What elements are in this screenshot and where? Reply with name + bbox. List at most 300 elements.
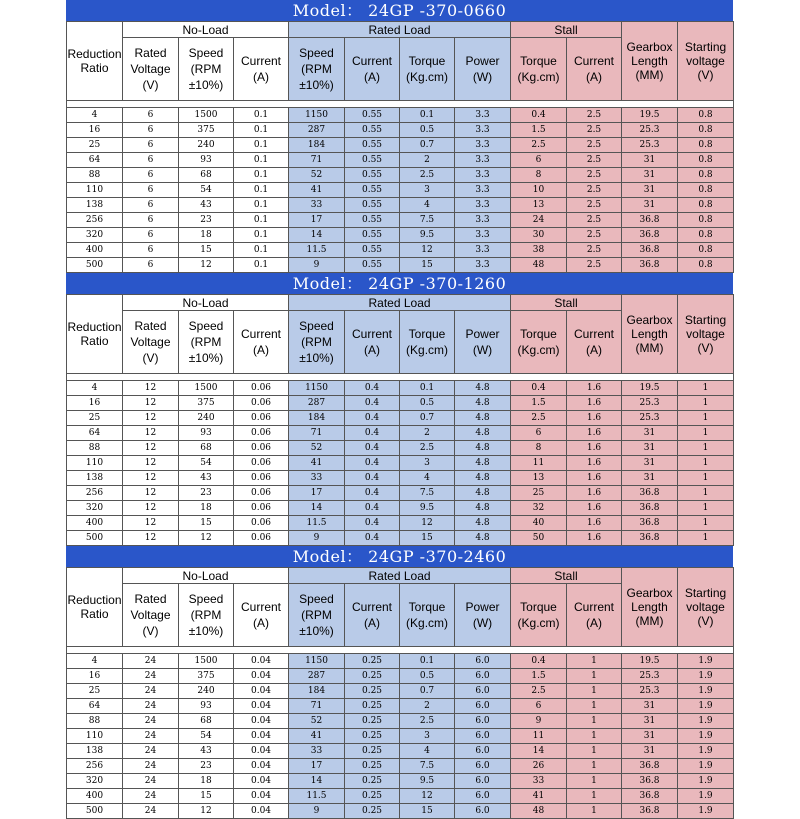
cell-no-load-speed: 23 <box>179 759 234 774</box>
cell-stall-torque: 6 <box>511 699 567 714</box>
header-rated-speed: Speed (RPM ±10%) <box>289 584 345 647</box>
cell-no-load-speed: 43 <box>179 744 234 759</box>
header-gearbox-length: Gearbox Length (MM) <box>622 22 678 101</box>
cell-gearbox-length: 36.8 <box>622 228 678 243</box>
spec-table <box>66 567 734 819</box>
cell-rated-voltage: 12 <box>123 456 179 471</box>
cell-no-load-speed: 18 <box>179 228 234 243</box>
cell-no-load-speed: 375 <box>179 669 234 684</box>
header-no-load-speed: Speed (RPM ±10%) <box>179 311 234 374</box>
cell-starting-voltage: 0.8 <box>678 168 734 183</box>
spacer-row <box>67 647 734 654</box>
header-starting-voltage: Starting voltage (V) <box>678 568 734 647</box>
cell-no-load-speed: 375 <box>179 123 234 138</box>
cell-ratio: 110 <box>67 729 123 744</box>
cell-stall-current: 1 <box>567 684 622 699</box>
cell-rated-torque: 0.7 <box>400 684 455 699</box>
cell-rated-voltage: 6 <box>123 153 179 168</box>
cell-stall-torque: 0.4 <box>511 381 567 396</box>
cell-starting-voltage: 1.9 <box>678 654 734 669</box>
cell-no-load-current: 0.1 <box>234 228 289 243</box>
cell-rated-torque: 15 <box>400 258 455 273</box>
cell-rated-voltage: 6 <box>123 243 179 258</box>
cell-no-load-current: 0.04 <box>234 744 289 759</box>
cell-rated-voltage: 24 <box>123 669 179 684</box>
cell-ratio: 110 <box>67 456 123 471</box>
table-row <box>67 714 734 729</box>
cell-stall-current: 1.6 <box>567 411 622 426</box>
cell-stall-torque: 30 <box>511 228 567 243</box>
cell-rated-current: 0.25 <box>345 744 400 759</box>
cell-ratio: 4 <box>67 654 123 669</box>
cell-no-load-current: 0.1 <box>234 123 289 138</box>
cell-gearbox-length: 31 <box>622 456 678 471</box>
cell-starting-voltage: 1.9 <box>678 759 734 774</box>
header-stall-torque: Torque (Kg.cm) <box>511 584 567 647</box>
cell-starting-voltage: 0.8 <box>678 258 734 273</box>
cell-stall-torque: 1.5 <box>511 123 567 138</box>
cell-no-load-speed: 68 <box>179 441 234 456</box>
cell-stall-current: 2.5 <box>567 153 622 168</box>
table-row <box>67 669 734 684</box>
cell-rated-voltage: 6 <box>123 168 179 183</box>
cell-no-load-current: 0.04 <box>234 729 289 744</box>
cell-rated-power: 3.3 <box>455 183 511 198</box>
table-row <box>67 108 734 123</box>
cell-no-load-current: 0.06 <box>234 396 289 411</box>
cell-rated-voltage: 6 <box>123 183 179 198</box>
cell-no-load-current: 0.04 <box>234 654 289 669</box>
header-starting-voltage: Starting voltage (V) <box>678 22 734 101</box>
table-row <box>67 396 734 411</box>
cell-stall-current: 1 <box>567 699 622 714</box>
cell-stall-current: 1.6 <box>567 396 622 411</box>
cell-starting-voltage: 1 <box>678 486 734 501</box>
cell-no-load-speed: 12 <box>179 804 234 819</box>
cell-rated-current: 0.25 <box>345 789 400 804</box>
cell-stall-current: 2.5 <box>567 198 622 213</box>
cell-rated-speed: 287 <box>289 123 345 138</box>
cell-rated-torque: 3 <box>400 183 455 198</box>
cell-rated-power: 4.8 <box>455 516 511 531</box>
cell-gearbox-length: 36.8 <box>622 804 678 819</box>
cell-no-load-current: 0.1 <box>234 138 289 153</box>
model-title: Model： 24GP -370-1260 <box>66 273 733 294</box>
cell-rated-power: 4.8 <box>455 501 511 516</box>
header-rated-speed: Speed (RPM ±10%) <box>289 38 345 101</box>
cell-rated-speed: 17 <box>289 486 345 501</box>
cell-ratio: 25 <box>67 411 123 426</box>
cell-ratio: 88 <box>67 441 123 456</box>
table-row <box>67 789 734 804</box>
cell-rated-torque: 9.5 <box>400 228 455 243</box>
cell-rated-current: 0.55 <box>345 123 400 138</box>
cell-rated-torque: 12 <box>400 516 455 531</box>
cell-rated-power: 6.0 <box>455 759 511 774</box>
cell-stall-torque: 14 <box>511 744 567 759</box>
cell-rated-current: 0.55 <box>345 213 400 228</box>
cell-stall-current: 1 <box>567 789 622 804</box>
cell-no-load-speed: 54 <box>179 729 234 744</box>
cell-gearbox-length: 36.8 <box>622 243 678 258</box>
cell-ratio: 320 <box>67 228 123 243</box>
cell-gearbox-length: 19.5 <box>622 381 678 396</box>
cell-rated-speed: 17 <box>289 213 345 228</box>
table-row <box>67 774 734 789</box>
cell-no-load-speed: 23 <box>179 213 234 228</box>
cell-starting-voltage: 0.8 <box>678 213 734 228</box>
cell-rated-torque: 0.1 <box>400 654 455 669</box>
cell-gearbox-length: 36.8 <box>622 531 678 546</box>
cell-stall-current: 1 <box>567 744 622 759</box>
cell-starting-voltage: 1.9 <box>678 804 734 819</box>
cell-gearbox-length: 25.3 <box>622 138 678 153</box>
cell-rated-current: 0.25 <box>345 684 400 699</box>
cell-rated-current: 0.55 <box>345 138 400 153</box>
cell-rated-voltage: 6 <box>123 198 179 213</box>
cell-no-load-speed: 1500 <box>179 108 234 123</box>
cell-stall-current: 1.6 <box>567 486 622 501</box>
cell-no-load-current: 0.1 <box>234 198 289 213</box>
cell-no-load-current: 0.1 <box>234 153 289 168</box>
cell-stall-current: 1 <box>567 759 622 774</box>
cell-rated-torque: 2 <box>400 699 455 714</box>
cell-stall-current: 2.5 <box>567 243 622 258</box>
cell-no-load-current: 0.1 <box>234 258 289 273</box>
cell-no-load-current: 0.06 <box>234 456 289 471</box>
group-no-load: No-Load <box>123 568 289 584</box>
cell-ratio: 500 <box>67 258 123 273</box>
cell-stall-torque: 11 <box>511 456 567 471</box>
cell-gearbox-length: 36.8 <box>622 759 678 774</box>
cell-starting-voltage: 1 <box>678 396 734 411</box>
cell-ratio: 320 <box>67 774 123 789</box>
cell-rated-speed: 52 <box>289 714 345 729</box>
table-row <box>67 471 734 486</box>
cell-starting-voltage: 1.9 <box>678 669 734 684</box>
header-rated-torque: Torque (Kg.cm) <box>400 38 455 101</box>
table-row <box>67 153 734 168</box>
cell-rated-power: 4.8 <box>455 426 511 441</box>
table-row <box>67 411 734 426</box>
cell-rated-speed: 287 <box>289 669 345 684</box>
cell-rated-power: 4.8 <box>455 471 511 486</box>
cell-stall-torque: 32 <box>511 501 567 516</box>
header-gearbox-length: Gearbox Length (MM) <box>622 295 678 374</box>
cell-rated-voltage: 24 <box>123 684 179 699</box>
table-row <box>67 243 734 258</box>
cell-starting-voltage: 1.9 <box>678 744 734 759</box>
cell-stall-current: 2.5 <box>567 228 622 243</box>
cell-no-load-speed: 93 <box>179 699 234 714</box>
cell-no-load-speed: 43 <box>179 471 234 486</box>
cell-rated-current: 0.4 <box>345 411 400 426</box>
header-rated-speed: Speed (RPM ±10%) <box>289 311 345 374</box>
header-rated-power: Power (W) <box>455 38 511 101</box>
table-row <box>67 183 734 198</box>
cell-starting-voltage: 0.8 <box>678 108 734 123</box>
header-stall-current: Current (A) <box>567 311 622 374</box>
spacer-row <box>67 374 734 381</box>
group-stall: Stall <box>511 22 622 38</box>
cell-stall-torque: 0.4 <box>511 108 567 123</box>
cell-rated-torque: 0.7 <box>400 411 455 426</box>
cell-starting-voltage: 0.8 <box>678 183 734 198</box>
cell-starting-voltage: 1 <box>678 426 734 441</box>
cell-rated-speed: 1150 <box>289 108 345 123</box>
cell-rated-current: 0.4 <box>345 501 400 516</box>
cell-stall-current: 2.5 <box>567 168 622 183</box>
cell-stall-current: 1.6 <box>567 516 622 531</box>
table-row <box>67 258 734 273</box>
cell-rated-power: 4.8 <box>455 381 511 396</box>
cell-rated-torque: 12 <box>400 243 455 258</box>
table-row <box>67 516 734 531</box>
cell-no-load-current: 0.04 <box>234 699 289 714</box>
header-rated-voltage: Rated Voltage (V) <box>123 311 179 374</box>
cell-starting-voltage: 1.9 <box>678 789 734 804</box>
model-section <box>66 546 733 819</box>
cell-rated-power: 6.0 <box>455 699 511 714</box>
cell-no-load-speed: 23 <box>179 486 234 501</box>
cell-stall-current: 1.6 <box>567 381 622 396</box>
header-stall-torque: Torque (Kg.cm) <box>511 38 567 101</box>
cell-starting-voltage: 1 <box>678 456 734 471</box>
cell-stall-torque: 26 <box>511 759 567 774</box>
cell-rated-current: 0.25 <box>345 729 400 744</box>
cell-rated-current: 0.4 <box>345 516 400 531</box>
cell-rated-power: 4.8 <box>455 456 511 471</box>
cell-no-load-speed: 54 <box>179 183 234 198</box>
cell-gearbox-length: 36.8 <box>622 501 678 516</box>
cell-rated-voltage: 12 <box>123 426 179 441</box>
cell-gearbox-length: 31 <box>622 714 678 729</box>
cell-rated-torque: 2.5 <box>400 168 455 183</box>
cell-rated-power: 3.3 <box>455 123 511 138</box>
cell-rated-power: 4.8 <box>455 411 511 426</box>
cell-ratio: 110 <box>67 183 123 198</box>
cell-rated-torque: 3 <box>400 456 455 471</box>
cell-gearbox-length: 31 <box>622 168 678 183</box>
cell-rated-voltage: 12 <box>123 501 179 516</box>
cell-stall-current: 1.6 <box>567 456 622 471</box>
cell-stall-torque: 25 <box>511 486 567 501</box>
cell-rated-current: 0.55 <box>345 153 400 168</box>
cell-no-load-current: 0.04 <box>234 789 289 804</box>
cell-no-load-current: 0.04 <box>234 804 289 819</box>
table-row <box>67 213 734 228</box>
cell-rated-speed: 11.5 <box>289 243 345 258</box>
cell-stall-torque: 8 <box>511 441 567 456</box>
cell-stall-torque: 6 <box>511 153 567 168</box>
cell-gearbox-length: 31 <box>622 744 678 759</box>
cell-no-load-speed: 43 <box>179 198 234 213</box>
cell-gearbox-length: 25.3 <box>622 669 678 684</box>
cell-starting-voltage: 1 <box>678 381 734 396</box>
cell-rated-power: 3.3 <box>455 108 511 123</box>
cell-rated-voltage: 6 <box>123 213 179 228</box>
cell-no-load-speed: 15 <box>179 516 234 531</box>
cell-gearbox-length: 31 <box>622 198 678 213</box>
cell-stall-current: 1.6 <box>567 471 622 486</box>
model-title: Model： 24GP -370-2460 <box>66 546 733 567</box>
cell-stall-current: 2.5 <box>567 138 622 153</box>
cell-stall-current: 1 <box>567 654 622 669</box>
cell-rated-current: 0.25 <box>345 669 400 684</box>
cell-rated-torque: 2 <box>400 426 455 441</box>
cell-rated-speed: 41 <box>289 183 345 198</box>
cell-rated-power: 3.3 <box>455 153 511 168</box>
cell-no-load-speed: 1500 <box>179 381 234 396</box>
cell-rated-voltage: 6 <box>123 108 179 123</box>
cell-rated-voltage: 12 <box>123 471 179 486</box>
cell-ratio: 16 <box>67 123 123 138</box>
cell-stall-torque: 24 <box>511 213 567 228</box>
cell-ratio: 4 <box>67 108 123 123</box>
cell-rated-torque: 4 <box>400 744 455 759</box>
cell-ratio: 320 <box>67 501 123 516</box>
cell-no-load-speed: 240 <box>179 684 234 699</box>
cell-rated-current: 0.55 <box>345 258 400 273</box>
cell-rated-torque: 7.5 <box>400 213 455 228</box>
cell-rated-speed: 52 <box>289 168 345 183</box>
cell-no-load-current: 0.04 <box>234 714 289 729</box>
cell-starting-voltage: 1 <box>678 501 734 516</box>
spacer-row <box>67 101 734 108</box>
cell-stall-torque: 50 <box>511 531 567 546</box>
cell-ratio: 500 <box>67 804 123 819</box>
cell-stall-torque: 2.5 <box>511 684 567 699</box>
cell-rated-power: 6.0 <box>455 654 511 669</box>
cell-ratio: 4 <box>67 381 123 396</box>
cell-stall-torque: 41 <box>511 789 567 804</box>
header-no-load-speed: Speed (RPM ±10%) <box>179 584 234 647</box>
cell-stall-torque: 9 <box>511 714 567 729</box>
cell-starting-voltage: 1 <box>678 441 734 456</box>
cell-rated-speed: 14 <box>289 228 345 243</box>
cell-rated-torque: 0.5 <box>400 123 455 138</box>
cell-ratio: 138 <box>67 744 123 759</box>
cell-rated-power: 3.3 <box>455 168 511 183</box>
cell-rated-current: 0.55 <box>345 198 400 213</box>
cell-rated-power: 3.3 <box>455 138 511 153</box>
cell-rated-voltage: 24 <box>123 759 179 774</box>
cell-gearbox-length: 36.8 <box>622 789 678 804</box>
cell-no-load-current: 0.06 <box>234 501 289 516</box>
cell-stall-torque: 11 <box>511 729 567 744</box>
cell-rated-current: 0.4 <box>345 486 400 501</box>
cell-rated-torque: 0.1 <box>400 381 455 396</box>
cell-stall-torque: 1.5 <box>511 669 567 684</box>
cell-ratio: 16 <box>67 669 123 684</box>
table-row <box>67 228 734 243</box>
cell-no-load-speed: 93 <box>179 153 234 168</box>
header-rated-torque: Torque (Kg.cm) <box>400 584 455 647</box>
table-row <box>67 138 734 153</box>
cell-no-load-current: 0.06 <box>234 531 289 546</box>
spec-sheet <box>66 0 733 819</box>
cell-rated-voltage: 6 <box>123 123 179 138</box>
cell-rated-torque: 7.5 <box>400 486 455 501</box>
cell-no-load-current: 0.04 <box>234 759 289 774</box>
cell-rated-voltage: 24 <box>123 804 179 819</box>
cell-gearbox-length: 31 <box>622 441 678 456</box>
cell-rated-voltage: 24 <box>123 714 179 729</box>
cell-ratio: 88 <box>67 714 123 729</box>
cell-stall-current: 2.5 <box>567 123 622 138</box>
cell-stall-torque: 13 <box>511 198 567 213</box>
cell-gearbox-length: 25.3 <box>622 684 678 699</box>
cell-stall-torque: 6 <box>511 426 567 441</box>
cell-gearbox-length: 31 <box>622 426 678 441</box>
table-row <box>67 759 734 774</box>
cell-stall-current: 1 <box>567 714 622 729</box>
cell-starting-voltage: 1 <box>678 531 734 546</box>
cell-rated-current: 0.4 <box>345 471 400 486</box>
cell-stall-current: 1 <box>567 669 622 684</box>
header-reduction-ratio: Reduction Ratio <box>67 568 123 647</box>
cell-rated-power: 4.8 <box>455 396 511 411</box>
cell-rated-speed: 1150 <box>289 654 345 669</box>
cell-rated-current: 0.55 <box>345 228 400 243</box>
cell-ratio: 64 <box>67 153 123 168</box>
cell-ratio: 64 <box>67 699 123 714</box>
cell-stall-torque: 48 <box>511 258 567 273</box>
cell-ratio: 138 <box>67 198 123 213</box>
cell-rated-current: 0.25 <box>345 804 400 819</box>
cell-rated-current: 0.4 <box>345 426 400 441</box>
header-starting-voltage: Starting voltage (V) <box>678 295 734 374</box>
cell-no-load-speed: 93 <box>179 426 234 441</box>
cell-stall-current: 1.6 <box>567 531 622 546</box>
table-row <box>67 123 734 138</box>
cell-rated-speed: 33 <box>289 198 345 213</box>
cell-rated-power: 6.0 <box>455 774 511 789</box>
cell-no-load-current: 0.04 <box>234 684 289 699</box>
cell-gearbox-length: 36.8 <box>622 516 678 531</box>
cell-rated-speed: 33 <box>289 744 345 759</box>
header-rated-voltage: Rated Voltage (V) <box>123 584 179 647</box>
table-row <box>67 168 734 183</box>
cell-stall-current: 1.6 <box>567 501 622 516</box>
cell-no-load-current: 0.06 <box>234 411 289 426</box>
cell-no-load-speed: 15 <box>179 243 234 258</box>
cell-gearbox-length: 19.5 <box>622 108 678 123</box>
header-no-load-current: Current (A) <box>234 38 289 101</box>
cell-stall-current: 1 <box>567 804 622 819</box>
cell-rated-voltage: 12 <box>123 396 179 411</box>
cell-rated-torque: 0.1 <box>400 108 455 123</box>
table-row <box>67 531 734 546</box>
cell-stall-torque: 38 <box>511 243 567 258</box>
cell-starting-voltage: 0.8 <box>678 243 734 258</box>
cell-no-load-current: 0.06 <box>234 486 289 501</box>
cell-stall-current: 2.5 <box>567 108 622 123</box>
cell-stall-torque: 0.4 <box>511 654 567 669</box>
group-stall: Stall <box>511 295 622 311</box>
cell-stall-current: 1 <box>567 729 622 744</box>
table-row <box>67 198 734 213</box>
cell-rated-torque: 2.5 <box>400 714 455 729</box>
cell-rated-speed: 71 <box>289 699 345 714</box>
cell-stall-current: 1 <box>567 774 622 789</box>
cell-starting-voltage: 1.9 <box>678 774 734 789</box>
cell-no-load-current: 0.06 <box>234 516 289 531</box>
cell-no-load-current: 0.06 <box>234 426 289 441</box>
cell-ratio: 256 <box>67 486 123 501</box>
cell-rated-torque: 12 <box>400 789 455 804</box>
cell-starting-voltage: 0.8 <box>678 138 734 153</box>
